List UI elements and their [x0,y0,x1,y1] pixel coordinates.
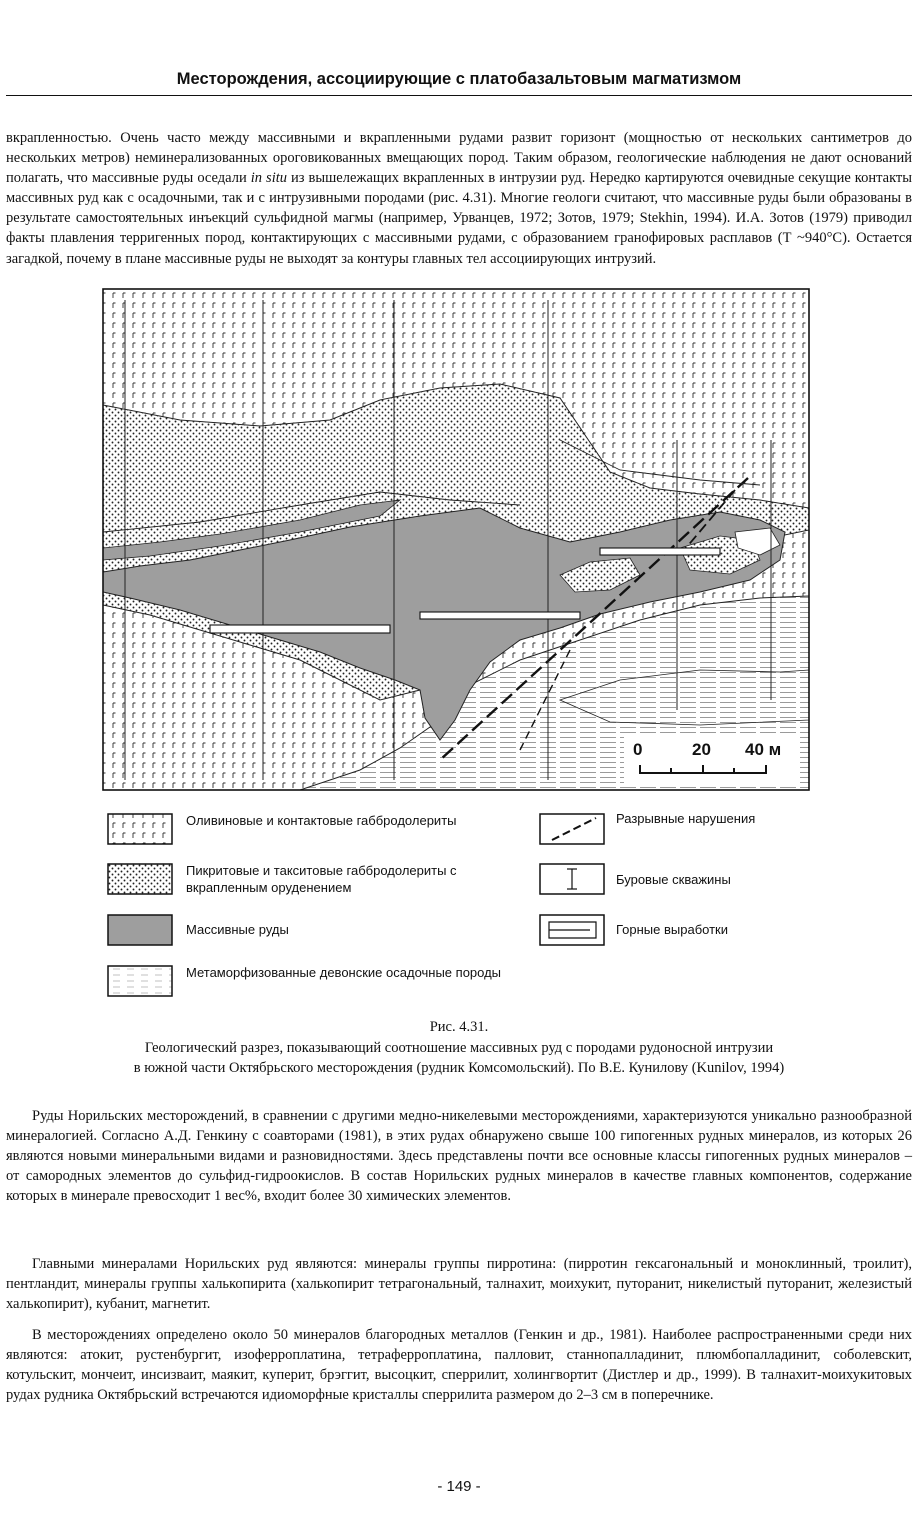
legend-label-wells: Буровые скважины [616,872,731,887]
paragraph-3: Главными минералами Норильских руд являются: минералы группы пирротина: (пирротин гексагональный и моноклинный, троилит), пентландит, минералы группы халькопирита (халькопирит тетрагональный, талнахит, моихукит, путоранит, никелистый путоранит, железистый халькопирит), кубанит, магнетит. [6,1256,912,1313]
legend-swatch-metamorphic [108,966,172,996]
section-body [103,289,809,790]
legend-label-faults: Разрывные нарушения [616,811,756,826]
legend-label-mines: Горные выработки [616,922,728,937]
page-number: - 149 - [437,1478,481,1495]
legend-swatch-fault [540,814,604,844]
running-head: Месторождения, ассоциирующие с платобазальтовым магматизмом [176,70,742,88]
legend-label-picrite: Пикритовые и такситовые габбродолериты с вкрапленным оруденением [186,863,457,895]
scale-label-zero: 0 [633,740,643,759]
scale-label-end: 40 м [745,740,782,759]
figure-caption-number: Рис. 4.31. [429,1019,489,1035]
legend-swatch-olivine [108,814,172,844]
figure-caption-line-2: в южной части Октябрьского месторождения (рудник Комсомольский). По В.Е. Кунилову (Kunilov, 1994) [133,1060,785,1076]
legend-label-metamorphic: Метаморфизованные девонские осадочные породы [186,965,502,980]
paragraph-1: вкрапленностью. Очень часто между массивными и вкрапленными рудами развит горизонт (мощностью от нескольких сантиметров до нескольких метров) неминерализованных ороговикованных вмещающих пород. Таким образом, геологические наблюдения не дают оснований полагать, что массивные руды оседали in situ из вышележащих вкрапленных в интрузии руд. Нередко картируются очевидные секущие контакты массивных руд как с осадочными, так и с интрузивными породами (рис. 4.31). Многие геологи считают, что массивные руды были образованы в результате самостоятельных инъекций сульфидной магмы (например, Урванцев, 1972; Зотов, 1979; Stekhin, 1994). И.А. Зотов (1979) приводил факты плавления терригенных пород, контактирующих с массивными рудами, с образованием гранофировых расплавов (Т ~940°С). Остается загадкой, почему в плане массивные руды не выходят за контуры главных тел ассоциирующих интрузий. [6,130,913,267]
legend-swatch-massive-ore [108,915,172,945]
legend-label-massive-ore: Массивные руды [186,922,289,937]
legend-label-olivine: Оливиновые и контактовые габбродолериты [186,813,457,828]
legend-swatch-picrite [108,864,172,894]
figure-caption-line-1: Геологический разрез, показывающий соотношение массивных руд с породами рудоносной интрузии [144,1040,774,1056]
scale-label-mid: 20 [692,740,711,759]
paragraph-2: Руды Норильских месторождений, в сравнении с другими медно-никелевыми месторождениями, характеризуются уникально разнообразной минералогией. Согласно А.Д. Генкину с соавторами (1981), в этих рудах обнаружено свыше 100 гипогенных рудных минералов, из которых 26 являются новыми минеральными видами и разновидностями. Здесь представлены почти все основные классы гипогенных рудных минералов – от самородных элементов до сульфид-гидроокислов. В состав Норильских рудных минералов в качестве главных компонентов, содержание которых в минерале превосходит 1 вес%, входит более 30 химических элементов. [6,1108,912,1205]
paragraph-4: В месторождениях определено около 50 минералов благородных металлов (Генкин и др., 1981). Наиболее распространенными среди них являются: атокит, рустенбургит, изоферроплатина, тетраферроплатина, палловит, станнопалладинит, плюмбопалладинит, соболевскит, котульскит, мончеит, инсизваит, маякит, куперит, брэггит, высоцкит, сперрилит, холингвортит (Дистлер и др., 1999). В талнахит-моихукитовых рудах рудника Октябрьский встречаются идиоморфные кристаллы сперрилита размером до 2–3 см в поперечнике. [6,1327,912,1404]
latin-term: in situ [250,170,288,187]
